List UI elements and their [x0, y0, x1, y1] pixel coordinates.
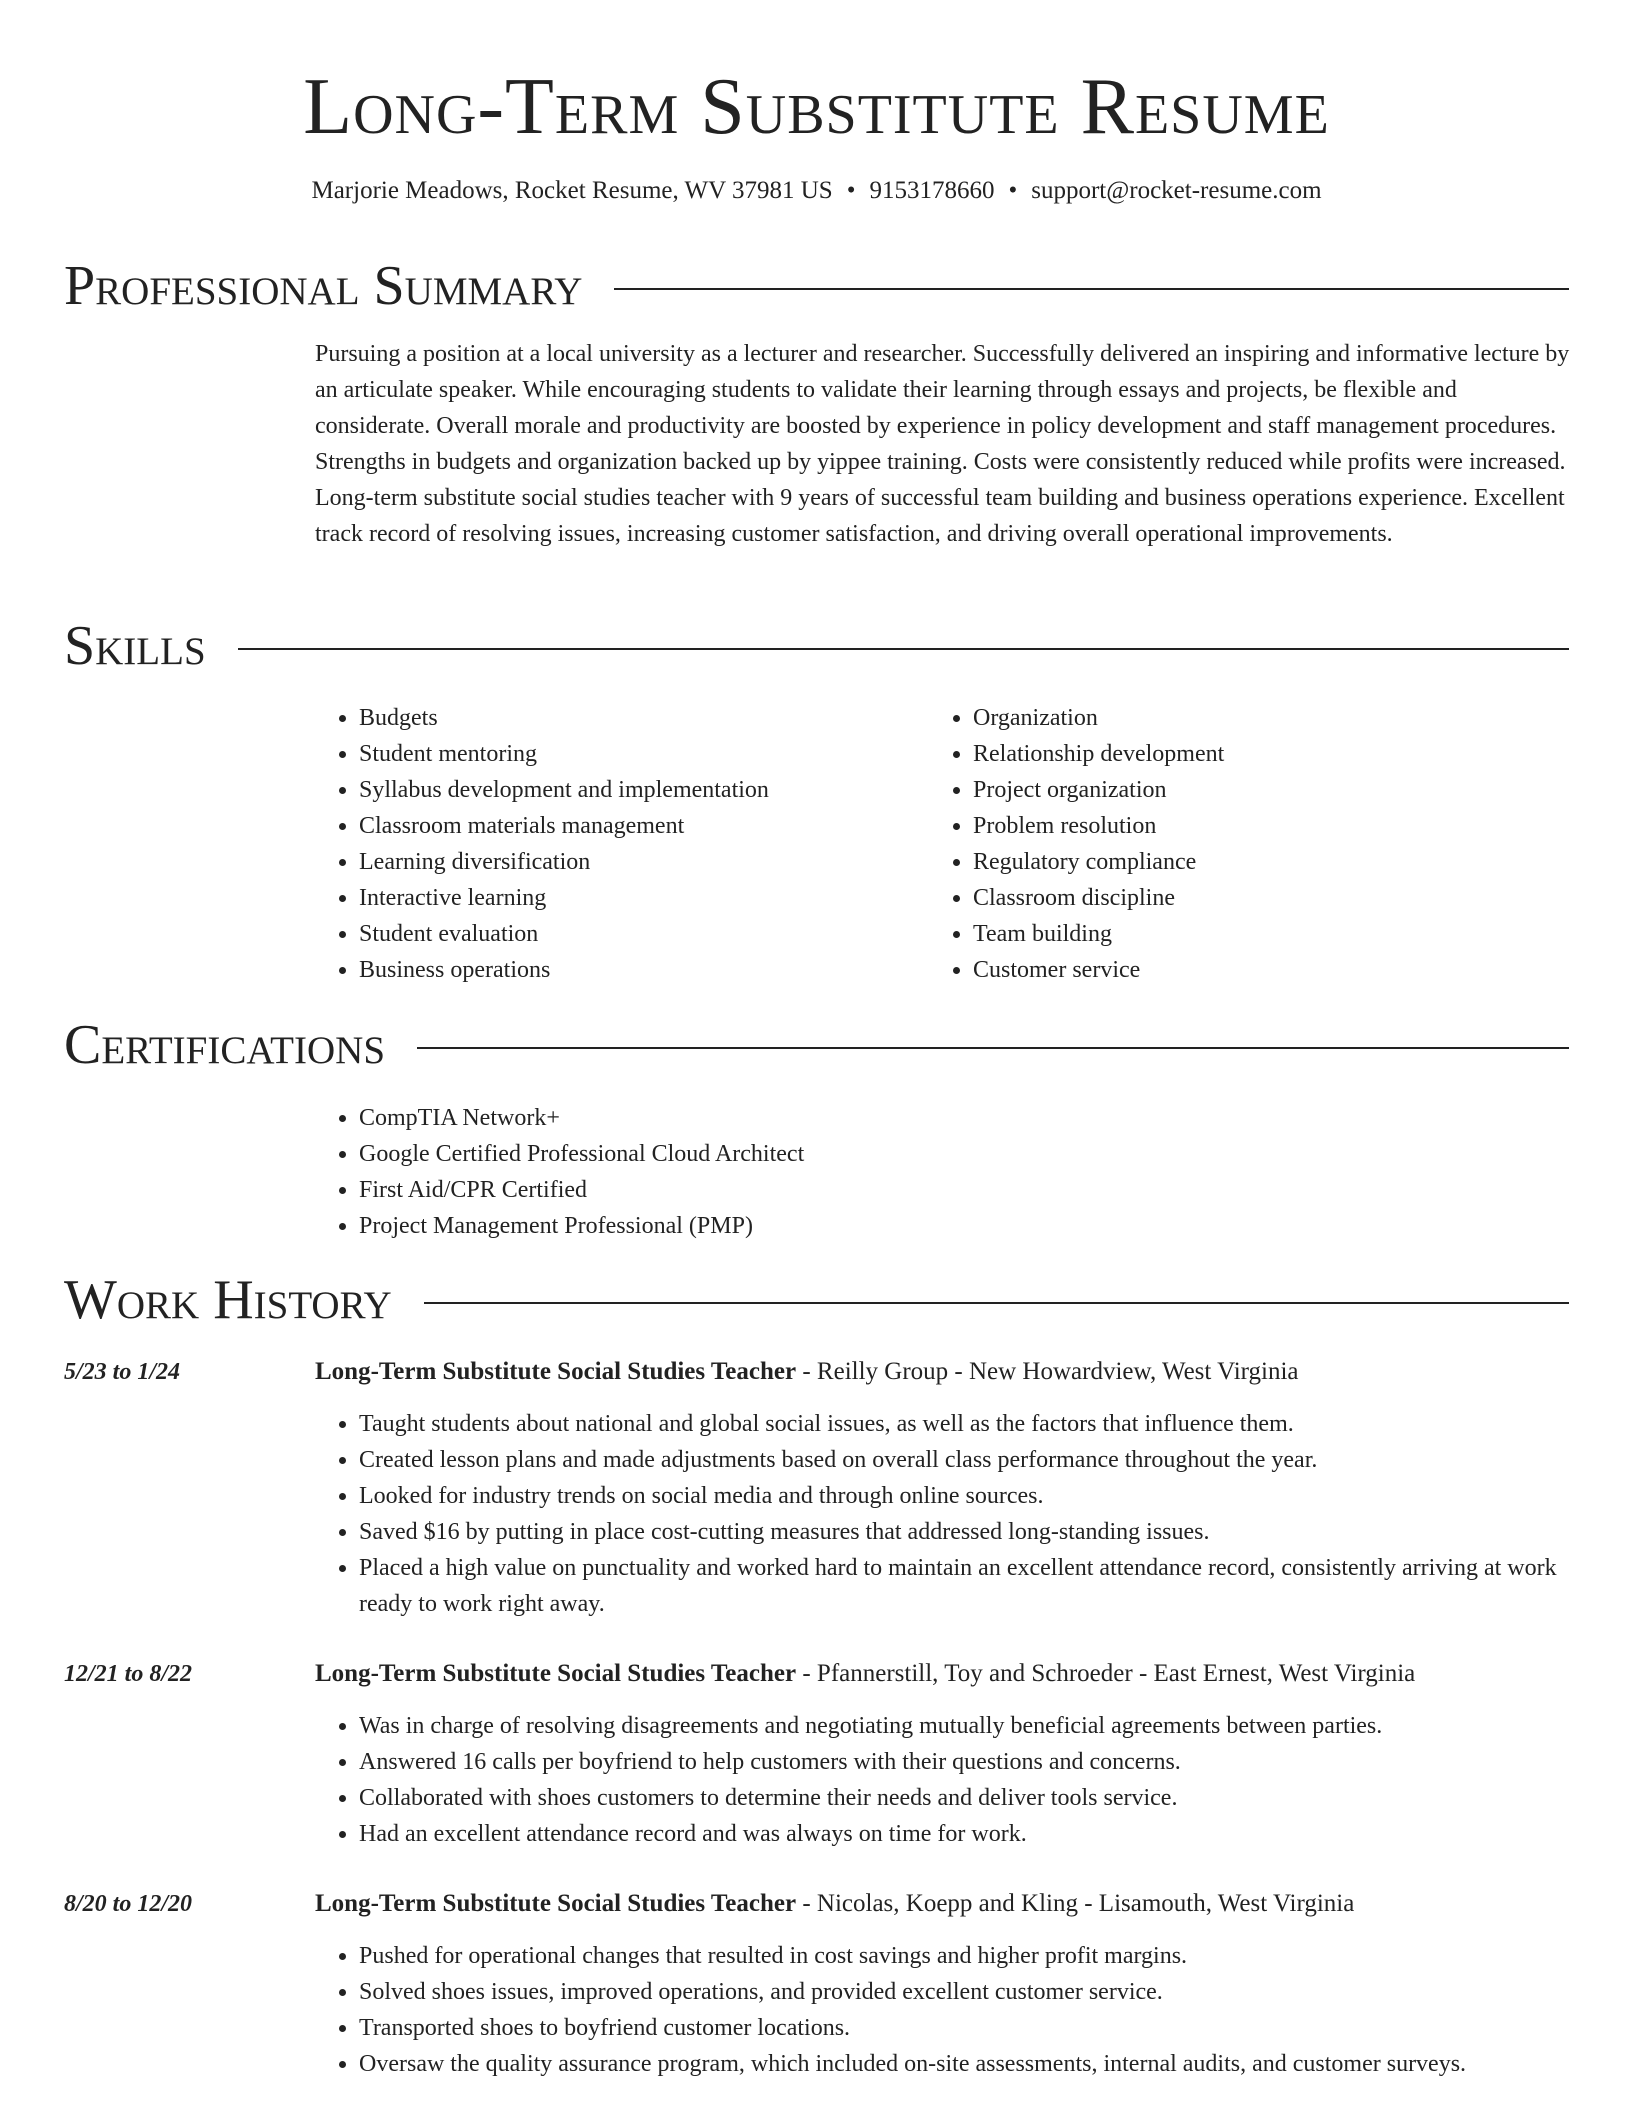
contact-line — [64, 174, 1569, 208]
contact-separator: • — [846, 177, 856, 204]
job-duties-list — [315, 1708, 1575, 1852]
skills-column-left — [315, 700, 769, 988]
skill-item: • Classroom discipline — [973, 880, 1224, 916]
summary-heading: Professional Summary — [64, 255, 583, 317]
job-duties — [315, 1708, 1575, 1852]
job-dates: 5/23 to 1/24 — [64, 1359, 181, 1385]
job-duty-item: • Had an excellent attendance record and was always on time for work. — [359, 1816, 1575, 1852]
contact-address: Marjorie Meadows, Rocket Resume, WV 37981 US — [311, 177, 833, 204]
section-divider — [417, 1047, 1569, 1049]
job-duty-item: • Collaborated with shoes customers to determine their needs and deliver tools service. — [359, 1780, 1575, 1816]
job-duty-item: • Looked for industry trends on social media and through online sources. — [359, 1478, 1575, 1514]
job-title: Long-Term Substitute Social Studies Teacher — [315, 1358, 797, 1385]
skills-list-right — [929, 700, 1224, 988]
certifications-block — [315, 1100, 804, 1244]
skill-item: • Syllabus development and implementation — [359, 772, 769, 808]
section-divider — [424, 1302, 1569, 1304]
summary-section-header — [64, 254, 1569, 318]
job-duty-item: • Pushed for operational changes that resulted in cost savings and higher profit margins. — [359, 1938, 1575, 1974]
certification-item: • First Aid/CPR Certified — [359, 1172, 804, 1208]
skill-item: • Project organization — [973, 772, 1224, 808]
work-history-section-header — [64, 1268, 1569, 1332]
skill-item: • Business operations — [359, 952, 769, 988]
certifications-heading: Certifications — [64, 1014, 386, 1076]
skills-heading: Skills — [64, 615, 206, 677]
certification-item: • Google Certified Professional Cloud Architect — [359, 1136, 804, 1172]
job-employer: - Pfannerstill, Toy and Schroeder - East Ernest, West Virginia — [796, 1660, 1416, 1687]
job-employer: - Reilly Group - New Howardview, West Virginia — [796, 1358, 1299, 1385]
certifications-list — [315, 1100, 804, 1244]
job-duty-item: • Transported shoes to boyfriend customer locations. — [359, 2010, 1575, 2046]
skill-item: • Organization — [973, 700, 1224, 736]
certifications-section-header — [64, 1013, 1569, 1077]
job-heading — [315, 1354, 1299, 1390]
skills-list-left — [315, 700, 769, 988]
skill-item: • Relationship development — [973, 736, 1224, 772]
job-duties-list — [315, 1406, 1575, 1622]
job-duty-item: • Placed a high value on punctuality and worked hard to maintain an excellent attendance record, consistently arriving at work ready to work right away. — [359, 1550, 1575, 1622]
certification-item: • Project Management Professional (PMP) — [359, 1208, 804, 1244]
section-divider — [614, 288, 1569, 290]
work-history-heading: Work History — [64, 1269, 392, 1331]
skill-item: • Classroom materials management — [359, 808, 769, 844]
job-dates: 8/20 to 12/20 — [64, 1891, 193, 1917]
job-title: Long-Term Substitute Social Studies Teacher — [315, 1890, 797, 1917]
skill-item: • Customer service — [973, 952, 1224, 988]
job-duty-item: • Oversaw the quality assurance program, which included on-site assessments, internal audits, and customer surveys. — [359, 2046, 1575, 2082]
skill-item: • Budgets — [359, 700, 769, 736]
contact-separator: • — [1008, 177, 1018, 204]
summary-text: Pursuing a position at a local university as a lecturer and researcher. Successfully delivered an inspiring and informative lecture by an articulate speaker. While encouraging students to validate their learning through essays and projects, be flexible and considerate. Overall morale and productivity are boosted by experience in policy development and staff management procedures. Strengths in budgets and organization backed up by yippee training. Costs were consistently reduced while profits were increased. Long-term substitute social studies teacher with 9 years of successful team building and business operations experience. Excellent track record of resolving issues, increasing customer satisfaction, and driving overall operational improvements. — [315, 341, 1570, 547]
skills-column-right — [929, 700, 1224, 988]
job-dates: 12/21 to 8/22 — [64, 1661, 193, 1687]
job-employer: - Nicolas, Koepp and Kling - Lisamouth, West Virginia — [796, 1890, 1355, 1917]
contact-email: support@rocket-resume.com — [1031, 177, 1322, 204]
job-duty-item: • Taught students about national and global social issues, as well as the factors that influence them. — [359, 1406, 1575, 1442]
section-divider — [238, 648, 1569, 650]
job-duty-item: • Solved shoes issues, improved operations, and provided excellent customer service. — [359, 1974, 1575, 2010]
skills-section-header — [64, 614, 1569, 678]
job-duty-item: • Answered 16 calls per boyfriend to help customers with their questions and concerns. — [359, 1744, 1575, 1780]
job-duty-item: • Was in charge of resolving disagreements and negotiating mutually beneficial agreements between parties. — [359, 1708, 1575, 1744]
job-duties — [315, 1406, 1575, 1622]
skill-item: • Interactive learning — [359, 880, 769, 916]
job-duty-item: • Created lesson plans and made adjustments based on overall class performance throughout the year. — [359, 1442, 1575, 1478]
resume-title: Long-Term Substitute Resume — [303, 63, 1330, 151]
certification-item: • CompTIA Network+ — [359, 1100, 804, 1136]
job-title: Long-Term Substitute Social Studies Teacher — [315, 1660, 797, 1687]
job-duties-list — [315, 1938, 1575, 2082]
job-heading — [315, 1886, 1354, 1922]
skill-item: • Regulatory compliance — [973, 844, 1224, 880]
job-duties — [315, 1938, 1575, 2082]
job-duty-item: • Saved $16 by putting in place cost-cutting measures that addressed long-standing issues. — [359, 1514, 1575, 1550]
skill-item: • Student mentoring — [359, 736, 769, 772]
job-heading — [315, 1656, 1415, 1692]
skill-item: • Problem resolution — [973, 808, 1224, 844]
skill-item: • Learning diversification — [359, 844, 769, 880]
skill-item: • Team building — [973, 916, 1224, 952]
contact-phone: 9153178660 — [869, 177, 995, 204]
skill-item: • Student evaluation — [359, 916, 769, 952]
